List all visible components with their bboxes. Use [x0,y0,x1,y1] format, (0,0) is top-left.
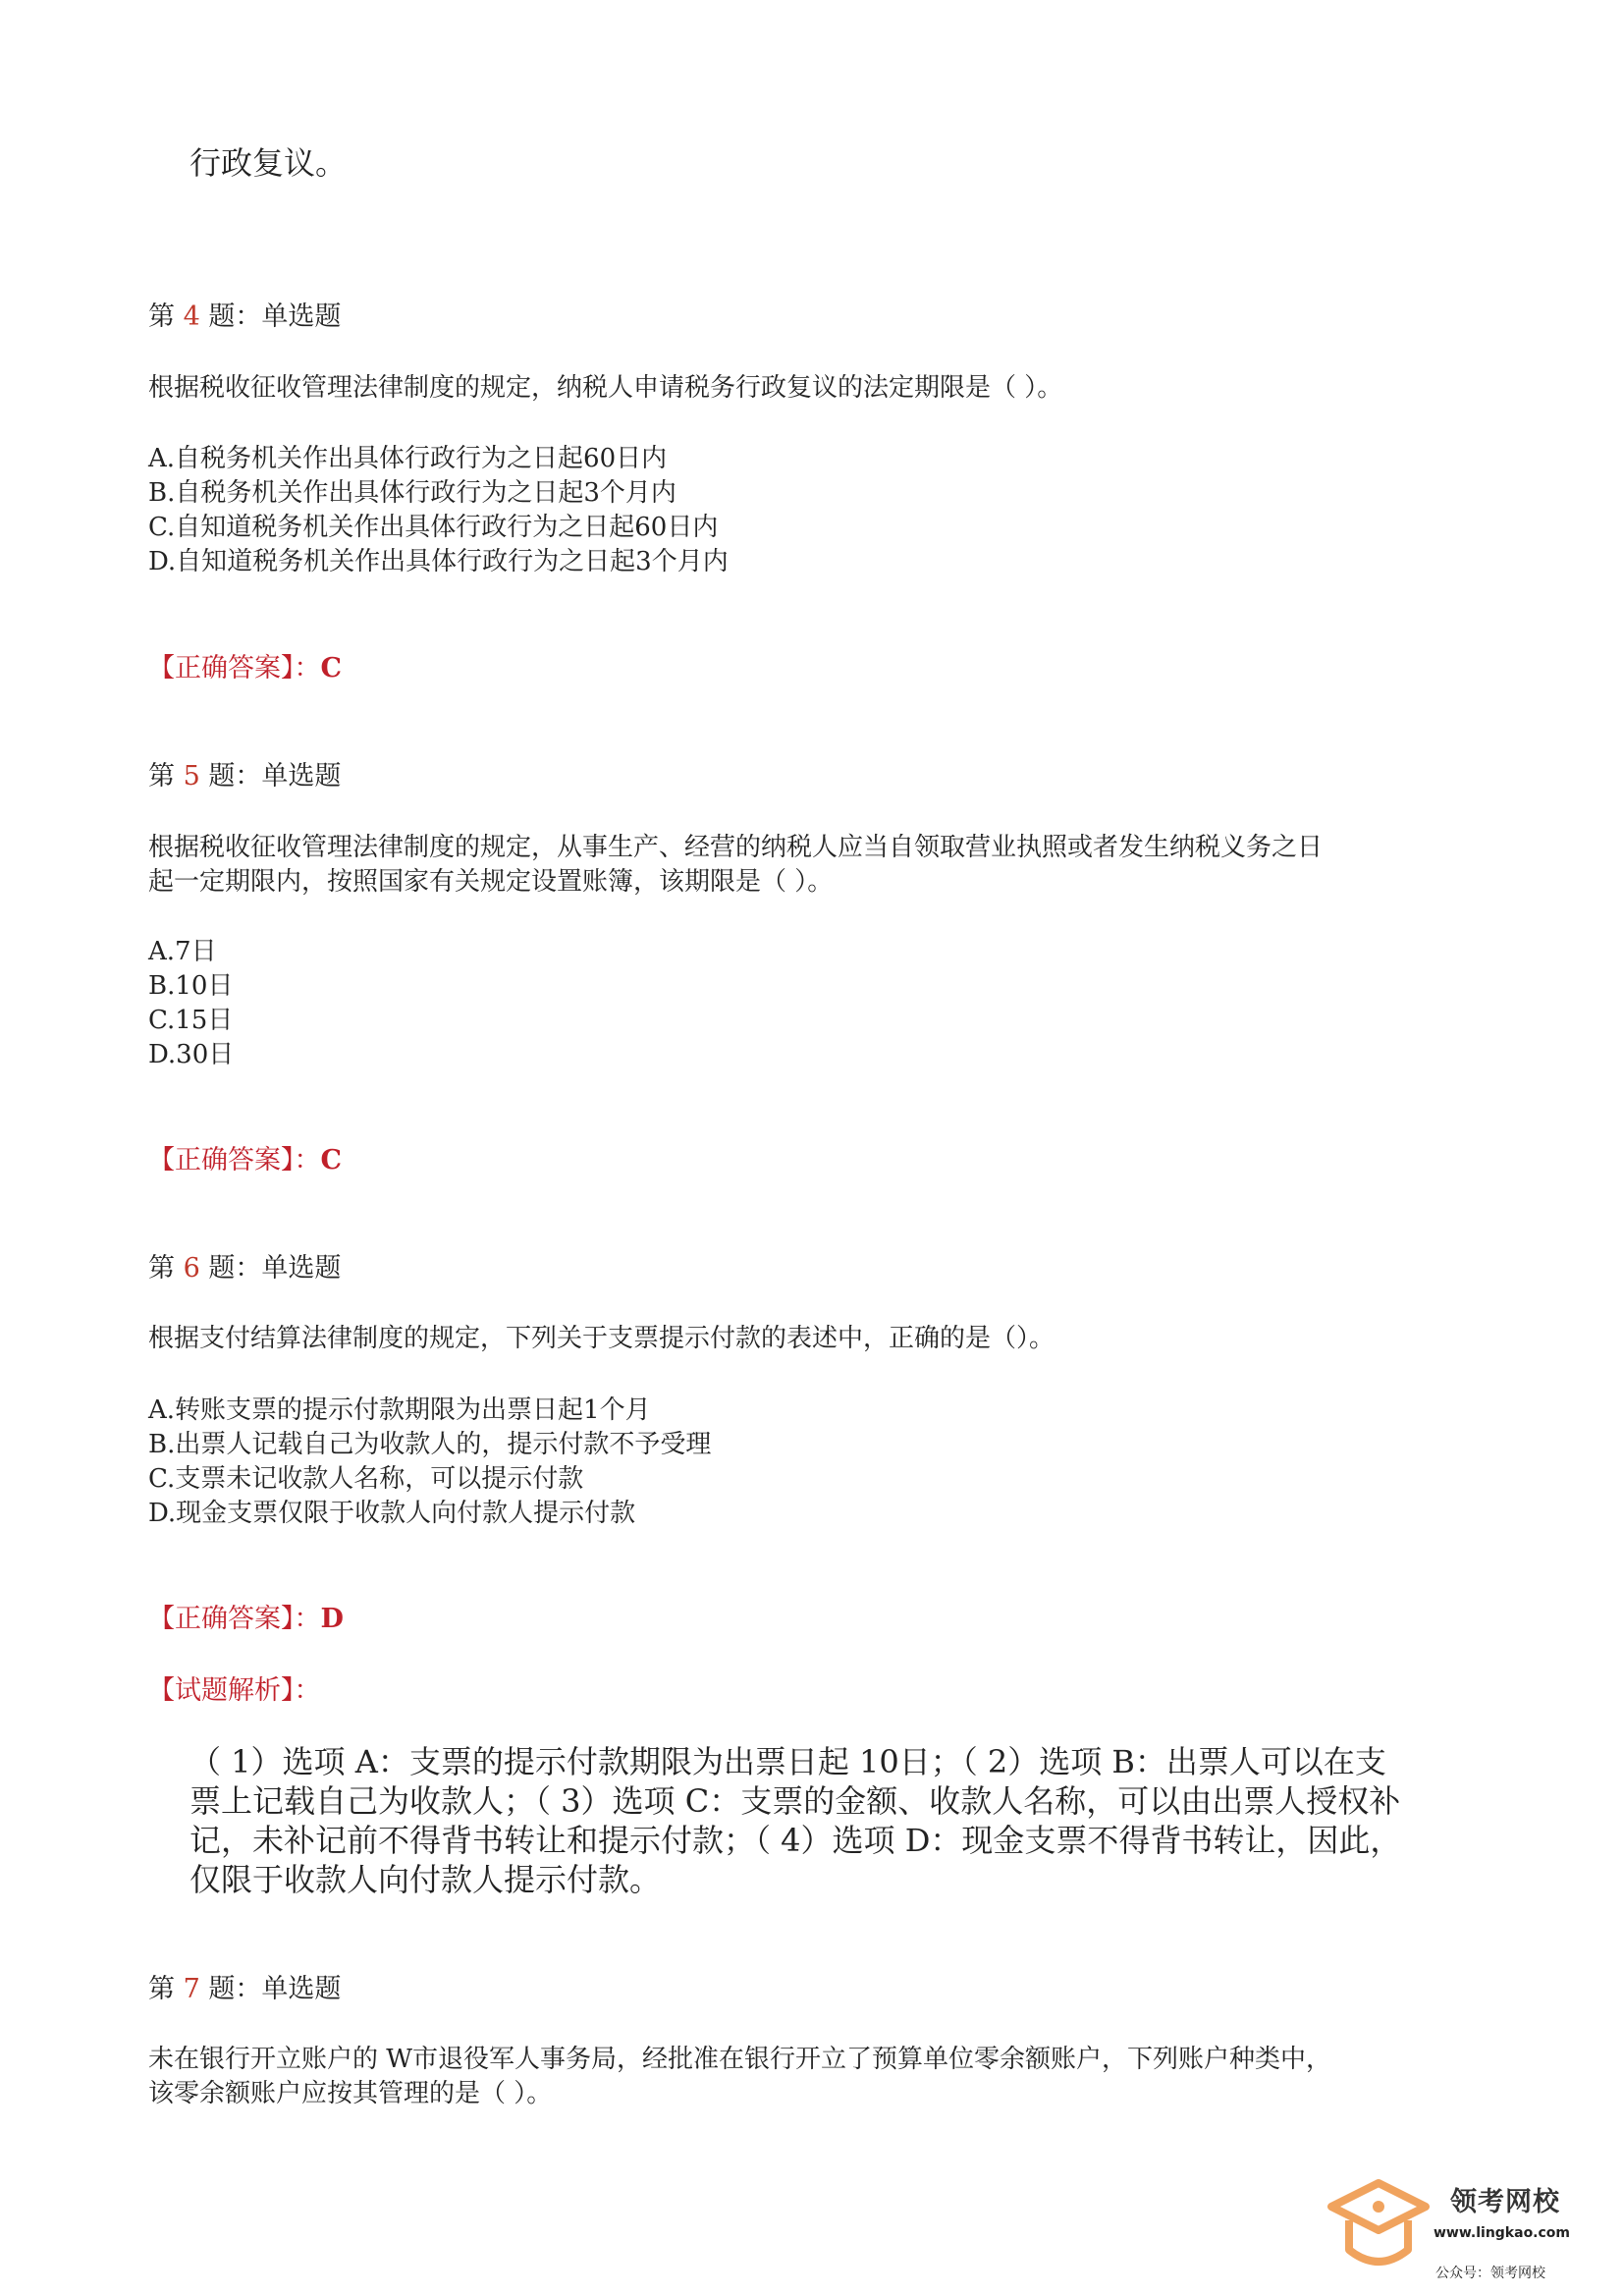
question-type: 题：单选题 [208,301,342,332]
answer-letter: C [320,1145,342,1175]
option-a: A.7日 [148,937,217,966]
analysis-line: （ 1）选项 A：支票的提示付款期限为出票日起 10日；（ 2）选项 B：出票人可以在支 [189,1743,1386,1780]
question-5-header [148,759,341,793]
answer-label: 【正确答案】： [148,1145,321,1175]
question-5-options [148,935,234,1072]
stem-line: 起一定期限内，按照国家有关规定设置账簿，该期限是（ ）。 [148,867,834,897]
question-number: 7 [183,1974,200,2004]
question-5-answer [148,1143,342,1177]
answer-letter: D [320,1604,344,1634]
question-4-options [148,442,729,579]
question-4-stem: 根据税收征收管理法律制度的规定，纳税人申请税务行政复议的法定期限是（ ）。 [148,373,1063,403]
option-c: C.15日 [148,1006,234,1035]
logo-name: 领考网校 [1450,2187,1560,2217]
question-4-answer [148,651,342,685]
option-d: D.现金支票仅限于收款人向付款人提示付款 [148,1499,636,1528]
stem-line: 未在银行开立账户的 W市退役军人事务局，经批准在银行开立了预算单位零余额账户，下列账户种类中， [148,2045,1331,2074]
graduation-cap-icon [1327,2175,1431,2278]
question-6-answer [148,1602,344,1636]
question-number: 6 [183,1253,200,1284]
answer-label: 【正确答案】： [148,653,321,683]
answer-letter: C [320,653,342,683]
analysis-line: 票上记载自己为收款人；（ 3）选项 C：支票的金额、收款人名称，可以由出票人授权补 [189,1782,1401,1820]
option-c: C.支票未记收款人名称，可以提示付款 [148,1464,584,1494]
question-6-analysis [189,1742,1486,1899]
question-type: 题：单选题 [208,1974,342,2004]
analysis-label: 【试题解析】： [148,1675,321,1706]
question-number: 4 [183,301,200,332]
option-b: B.出票人记载自己为收款人的，提示付款不予受理 [148,1430,712,1459]
logo-public-account: 公众号：领考网校 [1435,2266,1545,2281]
option-c: C.自知道税务机关作出具体行政行为之日起60日内 [148,513,719,542]
question-number: 5 [183,761,200,792]
question-6-header [148,1251,341,1285]
option-d: D.自知道税务机关作出具体行政行为之日起3个月内 [148,547,729,576]
option-b: B.10日 [148,971,234,1001]
question-4-header [148,300,341,334]
option-a: A.自税务机关作出具体行政行为之日起60日内 [148,444,668,473]
question-6-analysis-label [148,1673,321,1708]
logo-url: www.lingkao.com [1434,2225,1571,2241]
stem-line: 根据税收征收管理法律制度的规定，从事生产、经营的纳税人应当自领取营业执照或者发生纳税义务之日 [148,833,1324,862]
analysis-line: 记，未补记前不得背书转让和提示付款；（ 4）选项 D：现金支票不得背书转让，因此， [189,1822,1402,1859]
question-prefix: 第 [148,761,175,792]
answer-label: 【正确答案】： [148,1604,321,1634]
lingkao-logo [1327,2170,1583,2288]
question-prefix: 第 [148,301,175,332]
option-b: B.自税务机关作出具体行政行为之日起3个月内 [148,478,676,508]
question-type: 题：单选题 [208,761,342,792]
question-prefix: 第 [148,1974,175,2004]
question-5-stem [148,831,1323,900]
question-prefix: 第 [148,1253,175,1284]
question-6-stem: 根据支付结算法律制度的规定，下列关于支票提示付款的表述中，正确的是（）。 [148,1324,1055,1353]
option-a: A.转账支票的提示付款期限为出票日起1个月 [148,1395,651,1425]
option-d: D.30日 [148,1040,235,1069]
stem-line: 该零余额账户应按其管理的是（ ）。 [148,2079,553,2108]
question-type: 题：单选题 [208,1253,342,1284]
question-7-header [148,1972,341,2006]
question-7-stem [148,2043,1331,2111]
continuation-text: 行政复议。 [189,144,348,182]
analysis-line: 仅限于收款人向付款人提示付款。 [189,1861,662,1898]
question-6-options [148,1394,711,1531]
